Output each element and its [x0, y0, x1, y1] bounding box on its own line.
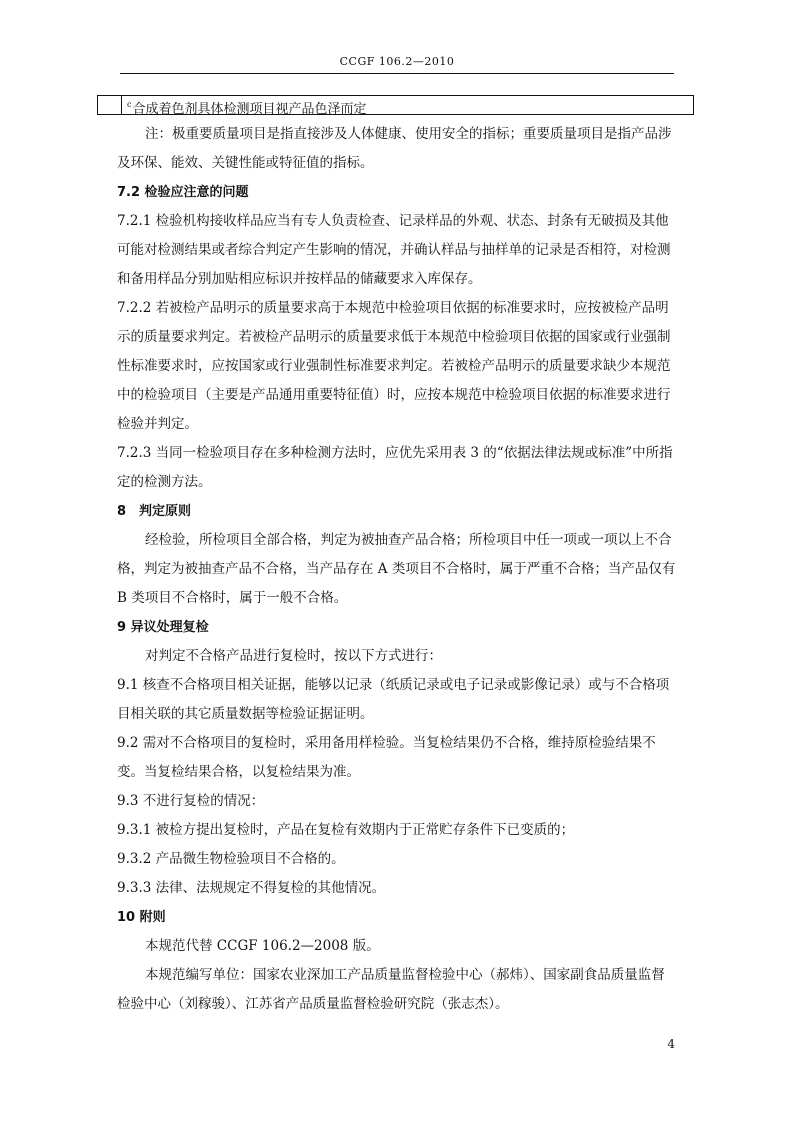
page-number: 4 [667, 1037, 675, 1051]
paragraph-7-2-2: 7.2.2 若被检产品明示的质量要求高于本规范中检验项目依据的标准要求时，应按被检产品明示的质量要求判定。若被检产品明示的质量要求低于本规范中检验项目依据的国家或行业强制性标准要求时，应按国家或行业强制性标准要求判定。若被检产品明示的质量要求缺少本规范中的检验项目（主要是产品通用重要特征值）时，应按本规范中检验项目依据的标准要求进行检验并判定。 [117, 300, 671, 432]
paragraph-9-3-3: 9.3.3 法律、法规规定不得复检的其他情况。 [117, 880, 386, 896]
running-header: CCGF 106.2—2010 [339, 55, 455, 68]
paragraph-7-2-1: 7.2.1 检验机构接收样品应当有专人负责检查、记录样品的外观、状态、封条有无破损及其他可能对检测结果或者综合判定产生影响的情况，并确认样品与抽样单的记录是否相符，对检测和备用样品分别加贴相应标识并按样品的储藏要求入库保存。 [117, 213, 671, 287]
header-rule [120, 73, 674, 74]
footnote-text: 合成着色剂具体检测项目视产品色泽而定 [132, 102, 367, 117]
footnote-mark: c [127, 100, 132, 109]
section-heading-9: 9 异议处理复检 [117, 620, 209, 635]
paragraph-9-2: 9.2 需对不合格项目的复检时，采用备用样检验。当复检结果仍不合格，维持原检验结果不变。当复检结果合格，以复检结果为准。 [117, 735, 656, 780]
section-heading-10: 10 附则 [117, 910, 166, 925]
table-footnote-cell [121, 95, 367, 115]
paragraph-9-3: 9.3 不进行复检的情况： [117, 793, 265, 809]
paragraph-9-intro: 对判定不合格产品进行复检时，按以下方式进行： [145, 648, 442, 664]
paragraph-9-3-2: 9.3.2 产品微生物检验项目不合格的。 [117, 851, 345, 867]
section-heading-7-2: 7.2 检验应注意的问题 [117, 185, 249, 200]
note-paragraph: 注：极重要质量项目是指直接涉及人体健康、使用安全的指标；重要质量项目是指产品涉及环保、能效、关键性能或特征值的指标。 [117, 126, 672, 171]
paragraph-10-1: 本规范代替 CCGF 106.2—2008 版。 [145, 938, 380, 954]
table-footnote-row [97, 95, 694, 115]
section-heading-8: 8 判定原则 [117, 504, 192, 519]
paragraph-9-3-1: 9.3.1 被检方提出复检时，产品在复检有效期内于正常贮存条件下已变质的； [117, 822, 575, 838]
paragraph-9-1: 9.1 核查不合格项目相关证据，能够以记录（纸质记录或电子记录或影像记录）或与不合格项目相关联的其它质量数据等检验证据证明。 [117, 677, 670, 722]
paragraph-8: 经检验，所检项目全部合格，判定为被抽查产品合格；所检项目中任一项或一项以上不合格，判定为被抽查产品不合格，当产品存在 A 类项目不合格时，属于严重不合格；当产品仅有 B 类项目不合格时，属于一般不合格。 [117, 532, 676, 606]
paragraph-10-2: 本规范编写单位：国家农业深加工产品质量监督检验中心（郝炜）、国家副食品质量监督检验中心（刘稼骏）、江苏省产品质量监督检验研究院（张志杰）。 [117, 967, 665, 1012]
paragraph-7-2-3: 7.2.3 当同一检验项目存在多种检测方法时，应优先采用表 3 的“依据法律法规或标准”中所指定的检测方法。 [117, 445, 673, 490]
body-content [117, 120, 677, 1019]
